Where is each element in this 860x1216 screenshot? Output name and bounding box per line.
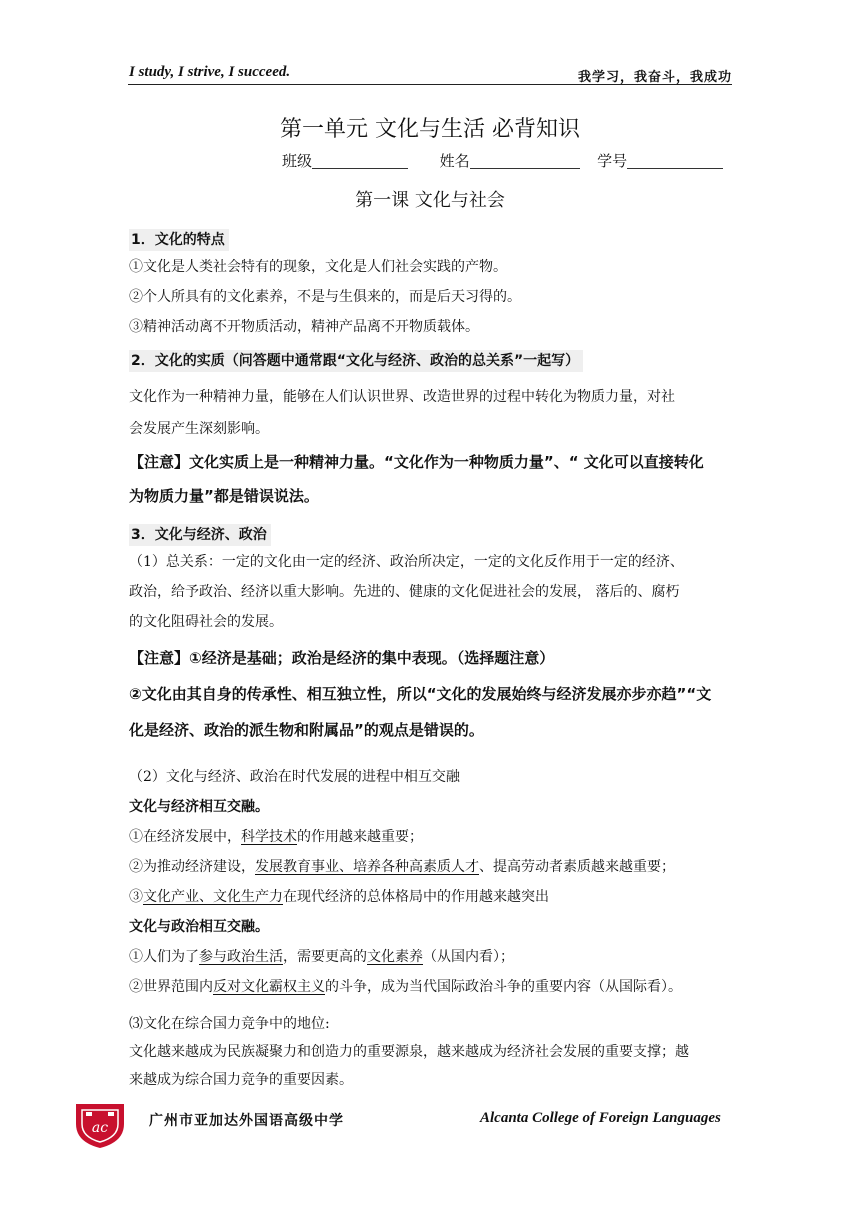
note-line: 【注意】文化实质上是一种精神力量。“文化作为一种物质力量”、“ 文化可以直接转化 <box>129 453 704 471</box>
class-blank <box>312 152 408 169</box>
paragraph-line: 来越成为综合国力竞争的重要因素。 <box>129 1072 353 1088</box>
list-item: ②个人所具有的文化素养，不是与生俱来的，而是后天习得的。 <box>129 289 521 305</box>
name-label: 姓名 <box>439 152 470 170</box>
list-item: ③精神活动离不开物质活动，精神产品离不开物质载体。 <box>129 319 479 335</box>
list-item: ①人们为了参与政治生活，需要更高的文化素养（从国内看）； <box>129 949 514 965</box>
section-3-overall <box>129 547 735 637</box>
section-3-heading: 3．文化与经济、政治 <box>129 524 271 546</box>
section-3-status <box>129 1010 735 1094</box>
paragraph-line: 文化越来越成为民族凝聚力和创造力的重要源泉，越来越成为经济社会发展的重要支撑；越 <box>129 1044 689 1060</box>
list-item: ①文化是人类社会特有的现象，文化是人们社会实践的产物。 <box>129 259 507 275</box>
paragraph-line: ⑶文化在综合国力竞争中的地位: <box>129 1016 330 1032</box>
paragraph-line: 政治，给予政治、经济以重大影响。先进的、健康的文化促进社会的发展， 落后的、腐朽 <box>129 584 680 600</box>
lesson-title: 第一课 文化与社会 <box>355 190 505 211</box>
section-3-note <box>129 640 735 748</box>
number-label: 学号 <box>597 152 628 170</box>
paragraph-line: 的文化阻碍社会的发展。 <box>129 614 283 630</box>
class-label: 班级 <box>282 152 313 170</box>
footer-school-en: Alcanta College of Foreign Languages <box>480 1110 721 1126</box>
section-2-heading: 2．文化的实质（问答题中通常跟“文化与经济、政治的总关系”一起写） <box>129 350 583 372</box>
list-item: ②世界范围内反对文化霸权主义的斗争，成为当代国际政治斗争的重要内容（从国际看）。 <box>129 979 682 995</box>
number-blank <box>627 152 723 169</box>
paragraph-line: （1）总关系：一定的文化由一定的经济、政治所决定，一定的文化反作用于一定的经济、 <box>129 554 684 570</box>
section-1-heading: 1．文化的特点 <box>129 229 229 251</box>
page-title: 第一单元 文化与生活 必背知识 <box>280 117 580 142</box>
header-motto-en: I study, I strive, I succeed. <box>129 64 291 80</box>
note-line: ②文化由其自身的传承性、相互独立性，所以“文化的发展始终与经济发展亦步亦趋”“文 <box>129 685 712 703</box>
section-2-note <box>129 445 735 513</box>
section-2-body <box>129 381 735 445</box>
section-1-list <box>129 252 735 342</box>
note-line: 化是经济、政治的派生物和附属品”的观点是错误的。 <box>129 721 484 739</box>
politics-subheading: 文化与政治相互交融。 <box>129 919 269 935</box>
header-motto-cn: 我学习，我奋斗，我成功 <box>577 70 732 85</box>
note-line: 【注意】①经济是基础；政治是经济的集中表现。（选择题注意） <box>129 649 555 667</box>
name-blank <box>470 152 580 169</box>
econ-subheading: 文化与经济相互交融。 <box>129 799 269 815</box>
header-divider <box>128 84 732 85</box>
paragraph-line: 文化作为一种精神力量，能够在人们认识世界、改造世界的过程中转化为物质力量，对社 <box>129 389 675 405</box>
paragraph-line: 会发展产生深刻影响。 <box>129 421 269 437</box>
list-item: ③文化产业、文化生产力在现代经济的总体格局中的作用越来越突出 <box>129 889 549 905</box>
svg-text:ac: ac <box>91 1120 109 1136</box>
footer-school-cn: 广州市亚加达外国语高级中学 <box>149 1113 344 1129</box>
section-3-integration <box>129 762 735 1002</box>
school-logo <box>72 1098 128 1154</box>
student-info-fields <box>282 150 723 171</box>
paragraph-line: （2）文化与经济、政治在时代发展的进程中相互交融 <box>129 769 460 785</box>
note-line: 为物质力量”都是错误说法。 <box>129 487 319 505</box>
list-item: ②为推动经济建设，发展教育事业、培养各种高素质人才、提高劳动者素质越来越重要； <box>129 859 675 875</box>
list-item: ①在经济发展中，科学技术的作用越来越重要； <box>129 829 423 845</box>
